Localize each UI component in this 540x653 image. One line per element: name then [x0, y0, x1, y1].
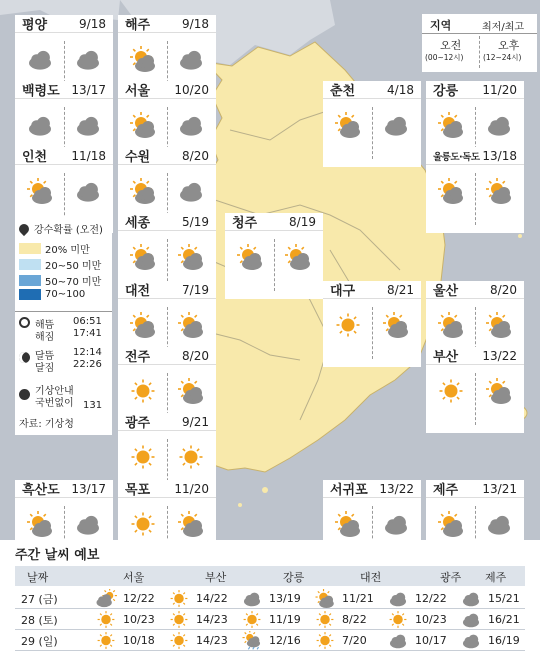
weekly-forecast	[0, 540, 540, 651]
city-temperature: 8/20	[490, 282, 517, 297]
weekly-date: 27 (금)	[21, 592, 58, 606]
sun-cloud-icon	[436, 112, 466, 138]
sun-icon	[168, 631, 190, 650]
moonset-time: 22:26	[73, 359, 102, 370]
sun-cloud-icon	[128, 46, 158, 72]
city-temperature: 7/19	[182, 282, 209, 297]
weekly-temperature: 10/23	[415, 613, 447, 626]
cloud-icon	[73, 46, 103, 72]
raindrop-icon	[17, 221, 31, 235]
sun-icon	[314, 610, 336, 629]
weekly-temperature: 12/16	[269, 634, 301, 647]
city-name: 춘천	[330, 84, 356, 99]
weekly-row	[15, 588, 525, 609]
city-temperature: 8/19	[289, 214, 316, 229]
cloud-icon	[484, 511, 514, 537]
city-temperature: 13/22	[379, 481, 414, 496]
cloud-icon	[73, 178, 103, 204]
sunset-label: 해짐	[35, 332, 55, 343]
city-name: 세종	[125, 216, 151, 231]
city-temperature: 10/20	[174, 82, 209, 97]
sun-cloud-icon	[436, 511, 466, 537]
sun-icon	[128, 511, 158, 537]
city-name: 강릉	[433, 84, 459, 99]
sun-cloud-icon	[381, 312, 411, 338]
region-label: 지역	[430, 19, 452, 32]
weekly-temperature: 10/17	[415, 634, 447, 647]
city-temperature: 13/21	[482, 481, 517, 496]
sun-icon	[95, 610, 117, 629]
moonrise-time: 12:14	[73, 347, 102, 358]
sun-cloud-icon	[436, 178, 466, 204]
info-label-1: 기상안내	[35, 386, 74, 397]
sun-icon	[176, 444, 206, 470]
city-temperature: 4/18	[387, 82, 414, 97]
sun-icon	[19, 317, 30, 328]
am-sub-label: (00~12시)	[425, 53, 464, 62]
weekly-temperature: 11/21	[342, 592, 374, 605]
cloud-icon	[387, 589, 409, 608]
weekly-temperature: 10/23	[123, 613, 155, 626]
city-temperature: 13/17	[71, 82, 106, 97]
sun-icon	[95, 631, 117, 650]
weekly-temperature: 12/22	[415, 592, 447, 605]
cloud-icon	[73, 112, 103, 138]
city-temperature: 11/20	[482, 82, 517, 97]
city-name: 울릉도·독도	[433, 151, 480, 163]
sun-cloud-icon	[333, 112, 363, 138]
sun-cloud-icon	[235, 244, 265, 270]
sun-cloud-icon	[128, 312, 158, 338]
cloud-icon	[25, 46, 55, 72]
legend-range-label: 20% 미만	[45, 245, 90, 256]
weekly-temperature: 8/22	[342, 613, 367, 626]
city-temperature: 13/17	[71, 481, 106, 496]
cloud-icon	[176, 178, 206, 204]
city-name: 전주	[125, 350, 151, 365]
sun-cloud-icon	[436, 312, 466, 338]
sun-cloud-icon	[25, 511, 55, 537]
city-name: 흑산도	[22, 483, 60, 498]
weekly-temperature: 15/21	[488, 592, 520, 605]
sunrise-time: 06:51	[73, 316, 102, 327]
city-name: 백령도	[22, 84, 60, 99]
cloud-sun-icon	[95, 589, 117, 608]
region-card	[426, 347, 524, 433]
city-temperature: 13/18	[482, 148, 517, 163]
info-label-2: 국번없이	[35, 398, 74, 409]
sun-cloud-icon	[176, 244, 206, 270]
precipitation-legend	[15, 217, 112, 435]
city-temperature: 5/19	[182, 214, 209, 229]
legend-range-item	[19, 241, 90, 256]
source-label: 자료: 기상청	[19, 419, 74, 430]
region-card	[323, 81, 421, 167]
city-name: 목포	[125, 483, 151, 498]
moon-icon	[19, 352, 30, 363]
sun-icon	[387, 610, 409, 629]
weekly-header-cell: 강릉	[283, 571, 305, 584]
legend-swatch	[19, 243, 41, 254]
cloud-icon	[241, 589, 263, 608]
city-temperature: 11/20	[174, 481, 209, 496]
sun-rain-icon	[241, 631, 263, 650]
city-name: 청주	[232, 216, 258, 231]
cloud-icon	[381, 112, 411, 138]
weekly-temperature: 14/23	[196, 613, 228, 626]
weekly-temperature: 16/19	[488, 634, 520, 647]
city-temperature: 9/18	[79, 16, 106, 31]
weekly-header-cell: 광주	[440, 571, 462, 584]
legend-swatch	[19, 259, 41, 270]
city-name: 평양	[22, 18, 48, 33]
city-name: 광주	[125, 416, 151, 431]
city-name: 인천	[22, 150, 48, 165]
sun-cloud-icon	[176, 378, 206, 404]
city-temperature: 9/18	[182, 16, 209, 31]
city-temperature: 13/22	[482, 348, 517, 363]
cloud-icon	[73, 511, 103, 537]
city-name: 대구	[330, 284, 356, 299]
city-temperature: 8/20	[182, 148, 209, 163]
info-number: 131	[83, 400, 103, 411]
cloud-icon	[381, 511, 411, 537]
legend-swatch	[19, 275, 41, 286]
cloud-icon	[387, 631, 409, 650]
weekly-temperature: 14/22	[196, 592, 228, 605]
sun-icon	[314, 631, 336, 650]
minmax-label: 최저/최고	[482, 22, 525, 33]
weekly-row	[15, 630, 525, 651]
weekly-temperature: 11/19	[269, 613, 301, 626]
moonrise-label: 달뜸	[35, 351, 55, 362]
moonset-label: 달짐	[35, 363, 55, 374]
info-icon	[19, 389, 30, 400]
region-card	[323, 281, 421, 367]
sun-cloud-icon	[484, 378, 514, 404]
sun-cloud-icon	[283, 244, 313, 270]
weekly-date: 28 (토)	[21, 613, 58, 627]
pm-label: 오후	[498, 39, 520, 52]
weekly-header-cell: 부산	[205, 571, 227, 584]
sun-icon	[436, 378, 466, 404]
sun-cloud-icon	[314, 589, 336, 608]
city-temperature: 11/18	[71, 148, 106, 163]
sun-icon	[128, 444, 158, 470]
weekly-temperature: 10/18	[123, 634, 155, 647]
cloud-icon	[176, 46, 206, 72]
weekly-temperature: 12/22	[123, 592, 155, 605]
city-name: 울산	[433, 284, 459, 299]
weekly-temperature: 13/19	[269, 592, 301, 605]
city-temperature: 9/21	[182, 414, 209, 429]
sun-cloud-icon	[333, 511, 363, 537]
legend-range-item	[19, 289, 85, 300]
legend-range-label: 20~50 미만	[45, 261, 102, 272]
cloud-icon	[25, 112, 55, 138]
city-name: 대전	[125, 284, 151, 299]
city-name: 제주	[433, 483, 459, 498]
weekly-date: 29 (일)	[21, 634, 58, 648]
city-name: 서울	[125, 84, 151, 99]
cloud-icon	[460, 610, 482, 629]
sun-cloud-icon	[484, 312, 514, 338]
sunset-time: 17:41	[73, 328, 102, 339]
cloud-icon	[460, 631, 482, 650]
city-name: 수원	[125, 150, 151, 165]
sunrise-label: 해뜸	[35, 320, 55, 331]
sun-icon	[333, 312, 363, 338]
region-card	[426, 147, 524, 233]
sun-cloud-icon	[176, 312, 206, 338]
city-name: 부산	[433, 350, 459, 365]
city-name: 해주	[125, 18, 151, 33]
legend-range-item	[19, 257, 101, 272]
cloud-icon	[460, 589, 482, 608]
weekly-header-row	[15, 566, 525, 586]
weekly-title: 주간 날씨 예보	[15, 548, 100, 563]
sun-cloud-icon	[128, 112, 158, 138]
legend-title: 강수확률 (오전)	[34, 225, 103, 236]
sun-icon	[168, 589, 190, 608]
weekly-header-cell: 제주	[485, 571, 507, 584]
region-card	[225, 213, 323, 299]
sun-icon	[241, 610, 263, 629]
weekly-temperature: 7/20	[342, 634, 367, 647]
weekly-temperature: 16/21	[488, 613, 520, 626]
am-label: 오전	[440, 39, 462, 52]
sun-cloud-icon	[25, 178, 55, 204]
weekly-header-cell: 서울	[123, 571, 145, 584]
sun-icon	[168, 610, 190, 629]
legend-range-label: 50~70 미만	[45, 277, 102, 288]
city-name: 서귀포	[330, 483, 368, 498]
sun-cloud-icon	[128, 244, 158, 270]
sun-cloud-icon	[128, 178, 158, 204]
legend-range-item	[19, 273, 101, 288]
legend-time-box	[422, 14, 537, 72]
sun-cloud-icon	[176, 511, 206, 537]
sun-icon	[128, 378, 158, 404]
city-temperature: 8/20	[182, 348, 209, 363]
weekly-temperature: 14/23	[196, 634, 228, 647]
legend-range-label: 70~100	[45, 289, 86, 300]
cloud-icon	[484, 112, 514, 138]
legend-swatch	[19, 289, 41, 300]
weekly-row	[15, 609, 525, 630]
pm-sub-label: (12~24시)	[483, 53, 522, 62]
city-temperature: 8/21	[387, 282, 414, 297]
weekly-header-cell: 날짜	[27, 571, 49, 584]
sun-cloud-icon	[484, 178, 514, 204]
weekly-header-cell: 대전	[360, 571, 382, 584]
cloud-icon	[176, 112, 206, 138]
